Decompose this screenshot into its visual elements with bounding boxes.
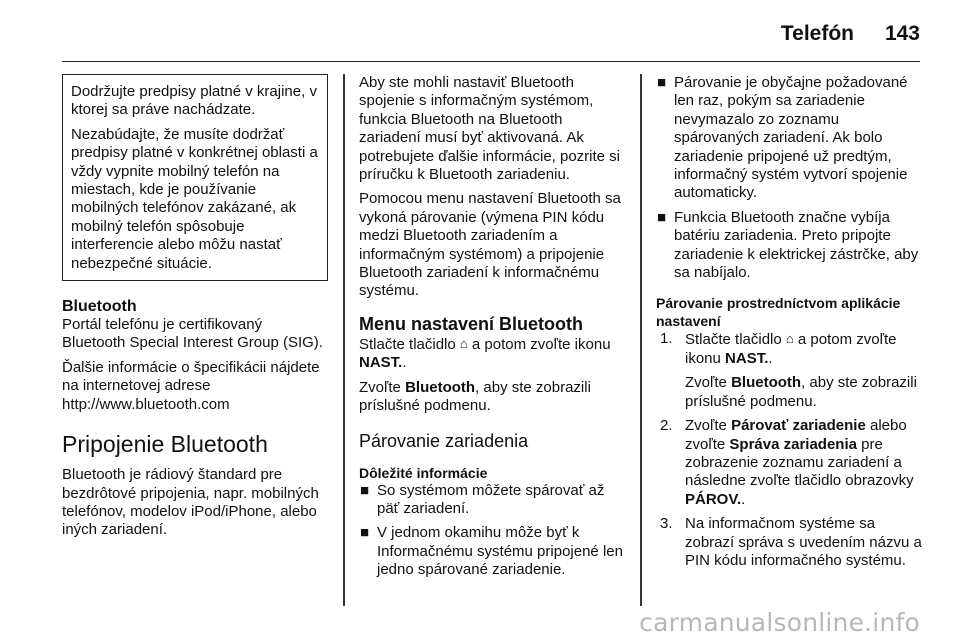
home-icon: ⌂ [785,331,794,347]
column-3 [656,74,922,576]
column-divider [640,74,642,606]
section-heading-parovanie: Párovanie zariadenia [359,430,529,451]
ui-term: Párovať zariadenie [731,417,866,435]
body-paragraph: Stlačte tlačidlo ⌂ a potom zvoľte ikonu NAST.. [359,335,611,372]
body-paragraph: Bluetooth je rádiový štandard pre bezdrôtové pripojenia, napr. mobilných telefónov, modelov iPod/iPhone, alebo iných zariadení. [62,466,319,539]
body-paragraph: Aby ste mohli nastaviť Bluetooth spojenie s informačným systémom, funkcia Bluetooth na Bluetooth zariadení musí byť aktivovaná. Ak potrebujete ďalšie informácie, pozrite si príručku k Bluetooth zariadeniu. [359,74,621,184]
ui-term: NAST. [725,349,769,367]
ui-term: Bluetooth [405,378,476,396]
list-item: 3. Na informačnom systéme sa zobrazí správa s uvedením názvu a PIN kódu informačného systému. [660,515,922,569]
page-title: Telefón [780,22,854,45]
page-header [62,18,920,62]
steps-list [656,330,922,570]
column-2 [359,74,627,586]
section-heading-menu: Menu nastavení Bluetooth [359,313,584,334]
subheading-important: Dôležité informácie [359,464,488,481]
column-divider [343,74,345,606]
ui-term: Bluetooth [731,374,802,392]
note-paragraph: Nezabúdajte, že musíte dodržať predpisy platné v konkrétnej oblasti a vždy vypnite mobilný telefón na miestach, kde je používanie mobilných telefónov zakázané, ak mobilný telefón spôsobuje interferencie alebo môžu nastať nebezpečné situácie. [71,125,318,272]
list-item: ■ Párovanie je obyčajne požadované len raz, pokým sa zariadenie nevymazalo zo zoznamu spárovaných zariadení. Ak bolo zariadenie pripojené už predtým, informačný systém vytvorí spojenie automaticky. [657,74,908,202]
list-item: 2. Zvoľte Párovať zariadenie alebo zvoľte Správa zariadenia pre zobrazenie zoznamu zariadení a následne zvoľte tlačidlo obrazovky PÁROV.. [660,417,914,508]
ui-term: PÁROV. [685,490,742,508]
subheading-app-pairing: Párovanie prostredníctvom aplikácie nastavení [656,295,901,330]
list-item: ■ So systémom môžete spárovať až päť zariadení. [360,481,605,517]
ui-term: NAST. [359,354,403,372]
body-paragraph: Zvoľte Bluetooth, aby ste zobrazili príslušné podmenu. [359,378,591,415]
section-heading-bluetooth: Bluetooth [62,298,137,316]
section-heading-pripojenie: Pripojenie Bluetooth [62,431,268,458]
body-paragraph: Ďalšie informácie o špecifikácii nájdete na internetovej adrese http://www.bluetooth.com [62,358,320,413]
list-item: ■ V jednom okamihu môže byť k Informačnému systému pripojené len jedno spárované zariadenie. [360,524,623,579]
body-paragraph: Pomocou menu nastavení Bluetooth sa vykoná párovanie (výmena PIN kódu medzi Bluetooth zariadením a informačným systémom) a pripojenie Bluetooth zariadení k informačnému systému. [359,190,621,300]
list-item: 1. Stlačte tlačidlo ⌂ a potom zvoľte ikonu NAST.. Zvoľte Bluetooth, aby ste zobrazili príslušné podmenu. [660,330,917,410]
note-paragraph: Dodržujte predpisy platné v krajine, v ktorej sa práve nachádzate. [71,83,317,119]
bullet-list [359,482,627,580]
warning-note-box [62,74,328,281]
ui-term: Správa zariadenia [729,435,857,453]
page-number: 143 [884,22,920,45]
home-icon: ⌂ [459,335,468,351]
column-1 [62,74,328,546]
watermark: carmanualsonline.info [639,608,920,637]
body-paragraph: Portál telefónu je certifikovaný Bluetooth Special Interest Group (SIG). [62,316,323,352]
list-item: ■ Funkcia Bluetooth značne vybíja batériu zariadenia. Preto pripojte zariadenie k elektrickej zástrčke, aby sa nabíjalo. [657,208,919,282]
bullet-list [656,74,922,282]
